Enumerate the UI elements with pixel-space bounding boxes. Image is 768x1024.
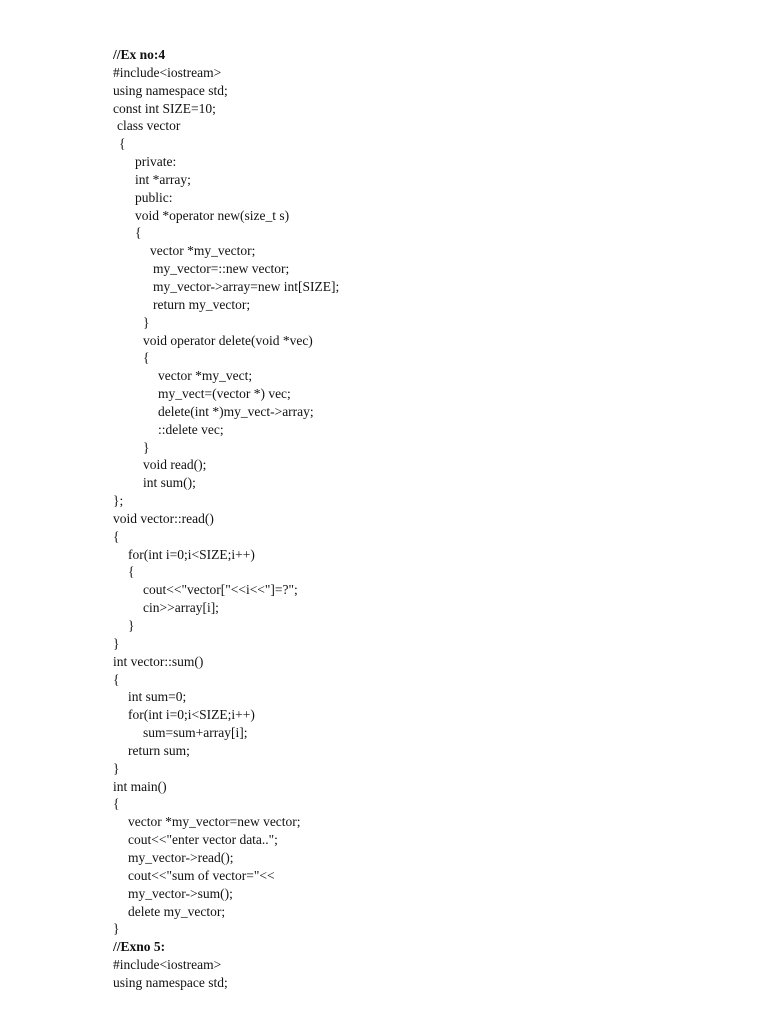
code-line: void operator delete(void *vec) [143, 332, 313, 348]
code-line: my_vector->read(); [128, 849, 234, 865]
code-line: { [143, 350, 150, 366]
code-line: } [128, 618, 135, 633]
code-line: vector *my_vector=new vector; [128, 814, 301, 830]
code-line: cin>>array[i]; [143, 600, 219, 616]
section-heading: //Ex no:4 [113, 47, 166, 62]
code-line: delete my_vector; [128, 903, 226, 919]
code-line: for(int i=0;i<SIZE;i++) [128, 707, 255, 723]
code-line: my_vect=(vector *) vec; [158, 386, 291, 402]
code-line: { [113, 671, 120, 687]
code-line: return sum; [128, 742, 190, 758]
code-line: cout<<"enter vector data.."; [128, 832, 278, 848]
code-line: } [113, 921, 120, 937]
code-listing [113, 46, 339, 992]
code-line: }; [113, 493, 124, 509]
code-line: private: [135, 154, 177, 170]
section-heading: //Exno 5: [113, 939, 166, 955]
code-line: cout<<"vector["<<i<<"]=?"; [143, 582, 298, 598]
code-line: int sum=0; [128, 689, 187, 705]
code-line: vector *my_vector; [150, 243, 256, 259]
code-line: public: [135, 189, 173, 205]
code-line: for(int i=0;i<SIZE;i++) [128, 546, 255, 562]
code-line: #include<iostream> [113, 64, 222, 80]
code-line: } [143, 314, 150, 330]
code-line: cout<<"sum of vector="<< [128, 867, 275, 883]
code-line: } [113, 635, 120, 651]
code-line: delete(int *)my_vect->array; [158, 403, 314, 419]
code-line: my_vector->array=new int[SIZE]; [153, 278, 340, 294]
code-line: } [143, 439, 150, 455]
code-line: int main() [113, 778, 167, 794]
code-line: const int SIZE=10; [113, 100, 216, 116]
code-line: sum=sum+array[i]; [143, 725, 248, 741]
code-line: using namespace std; [113, 82, 228, 98]
code-line: ::delete vec; [158, 421, 224, 437]
code-line: int vector::sum() [113, 653, 204, 669]
code-line: int sum(); [143, 475, 196, 491]
code-line: class vector [117, 118, 181, 134]
code-line: void vector::read() [113, 510, 214, 526]
code-line: { [135, 225, 142, 241]
code-line: { [128, 564, 135, 580]
code-line: } [113, 760, 120, 776]
code-line: { [113, 528, 120, 544]
code-line: void *operator new(size_t s) [135, 207, 290, 223]
code-line: int *array; [135, 171, 191, 187]
code-line: return my_vector; [153, 296, 251, 312]
code-line: { [119, 136, 126, 152]
code-line: { [113, 796, 120, 812]
code-line: #include<iostream> [113, 957, 222, 973]
code-line: vector *my_vect; [158, 368, 253, 384]
code-line: my_vector->sum(); [128, 885, 233, 901]
code-line: my_vector=::new vector; [153, 261, 290, 277]
code-line: using namespace std; [113, 974, 228, 990]
code-line: void read(); [143, 457, 207, 473]
